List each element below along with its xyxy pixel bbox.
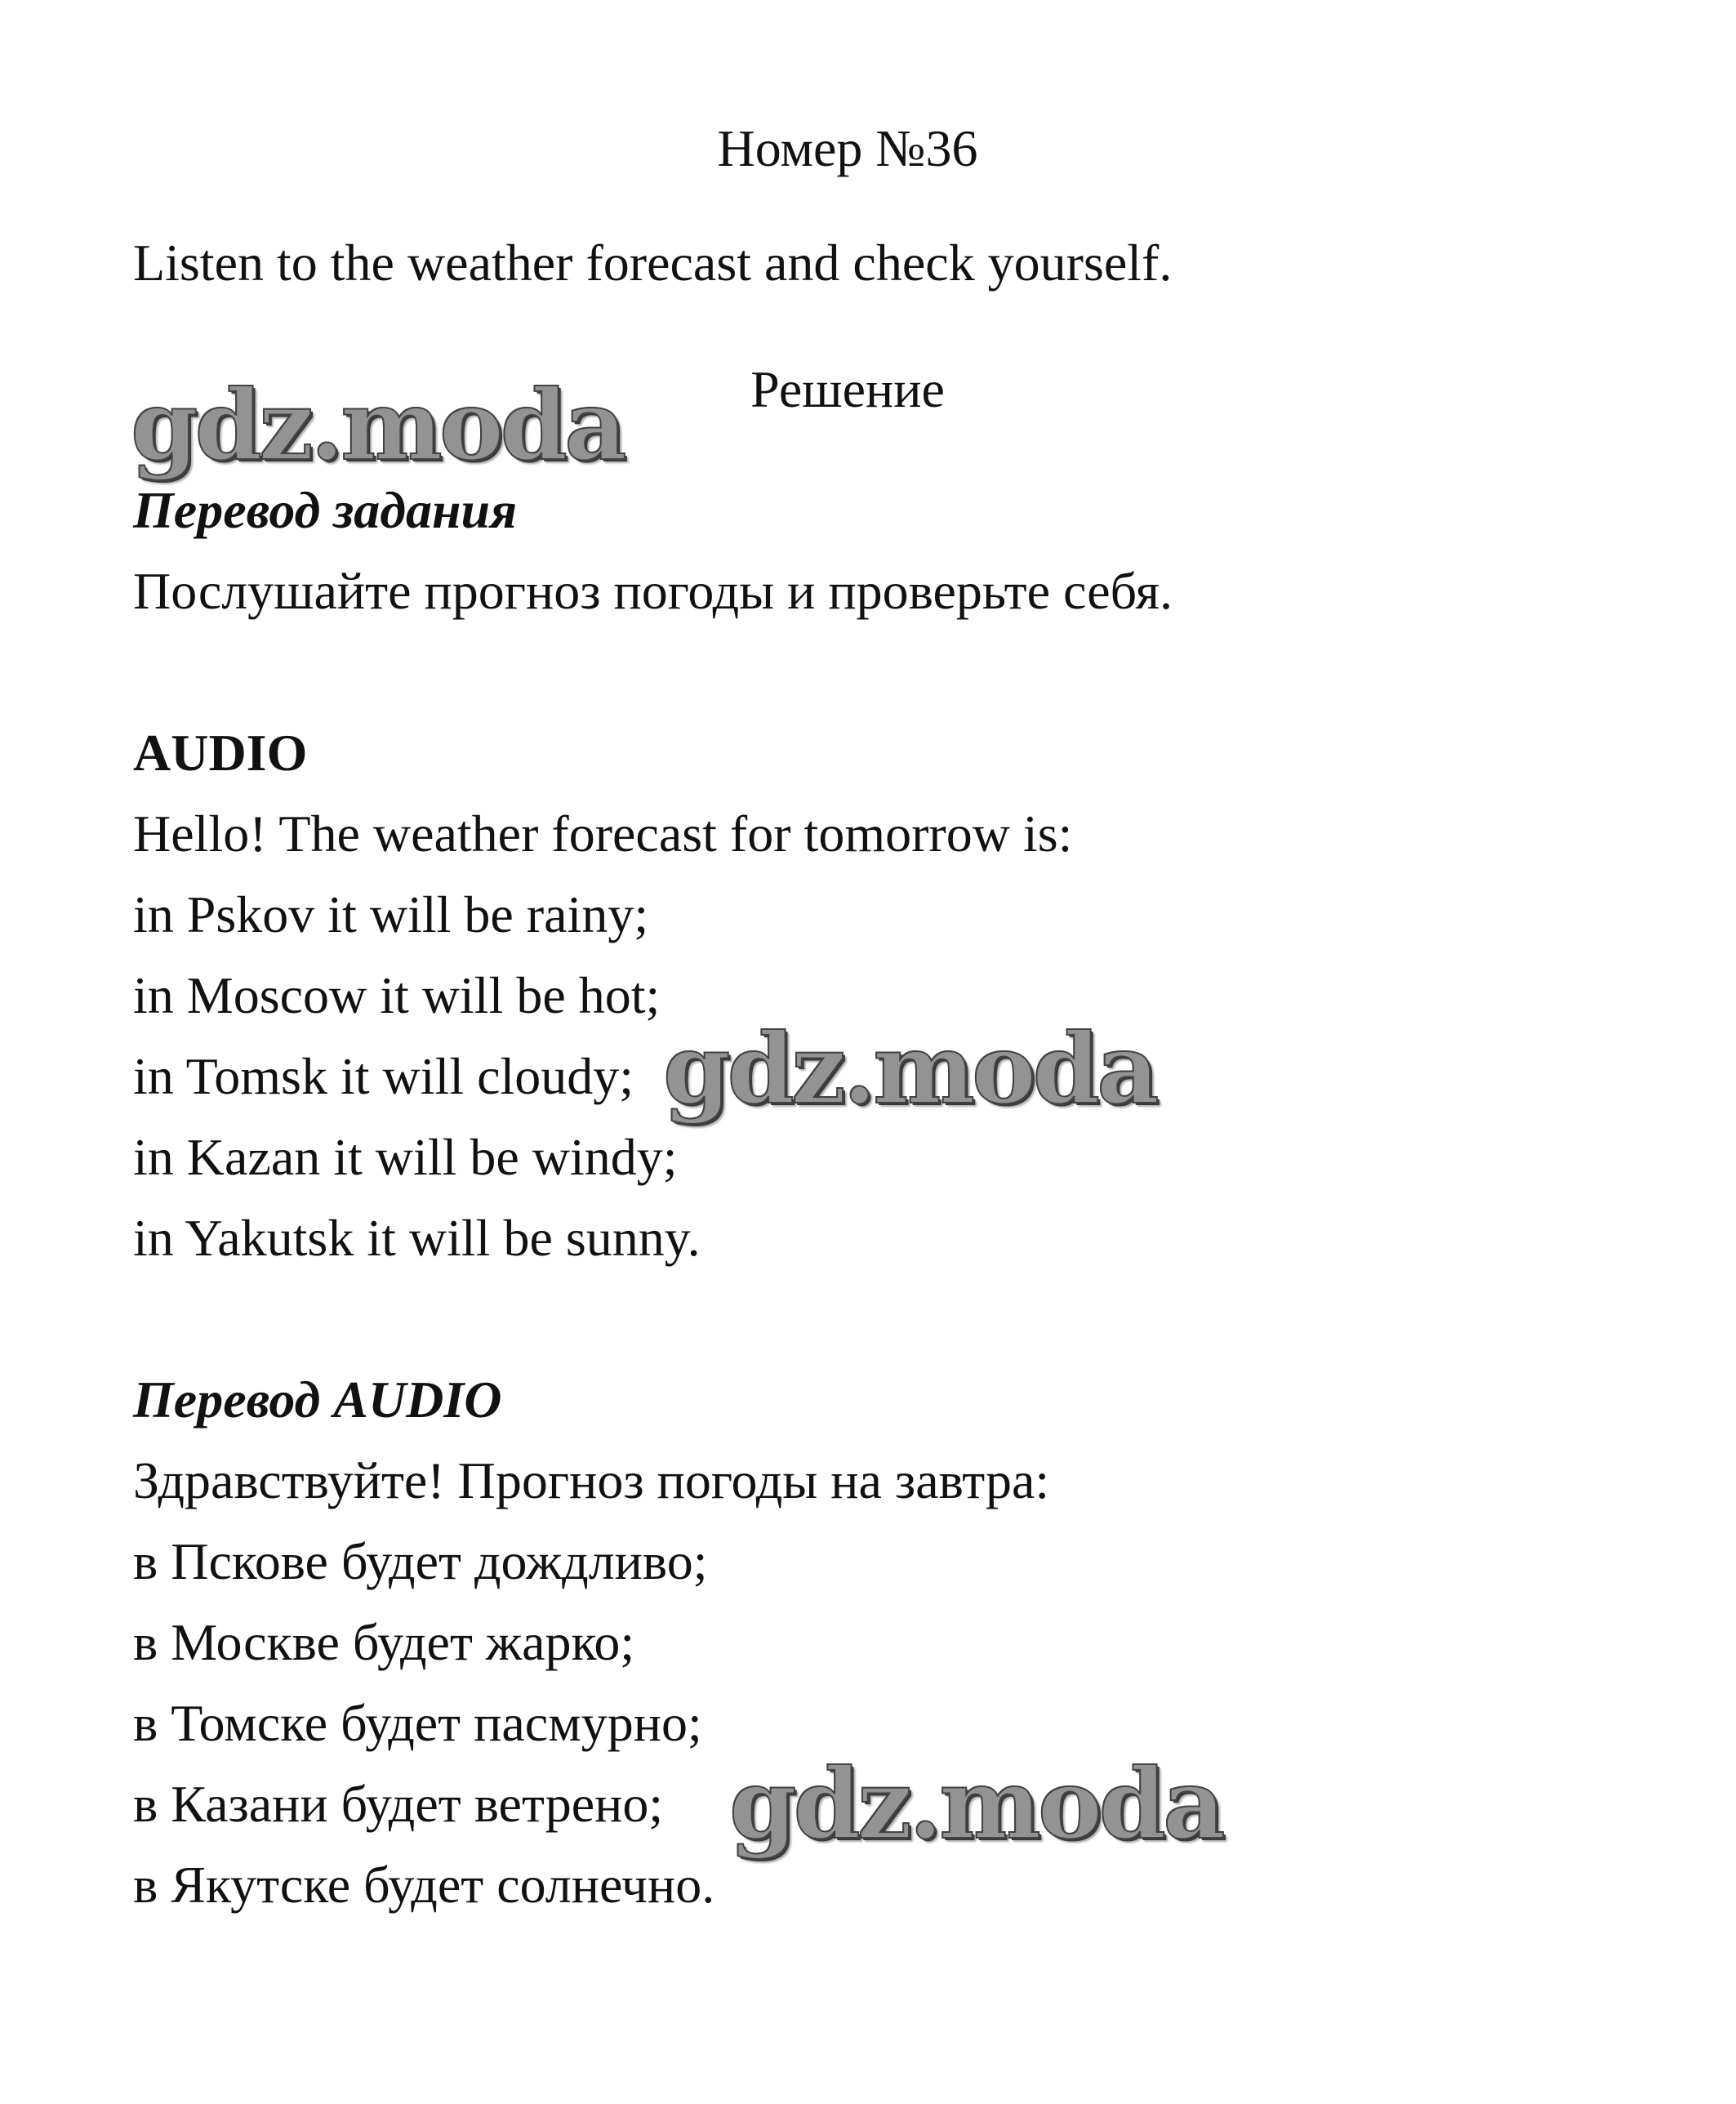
translation-audio-line: в Москве будет жарко; xyxy=(133,1613,635,1671)
translation-audio-line: в Казани будет ветрено; xyxy=(133,1775,664,1833)
audio-line: in Moscow it will be hot; xyxy=(133,966,661,1024)
audio-line: in Yakutsk it will be sunny. xyxy=(133,1209,701,1267)
audio-line: in Tomsk it will cloudy; xyxy=(133,1047,634,1105)
task-text: Listen to the weather forecast and check yourself. xyxy=(133,234,1173,292)
page-title: Номер №36 xyxy=(717,119,978,177)
audio-heading: AUDIO xyxy=(133,724,308,782)
solution-label: Решение xyxy=(750,360,945,418)
translation-audio-line: Здравствуйте! Прогноз погоды на завтра: xyxy=(133,1451,1050,1509)
translation-audio-line: в Якутске будет солнечно. xyxy=(133,1856,715,1914)
translation-audio-line: в Томске будет пасмурно; xyxy=(133,1694,702,1752)
watermark-logo: gdz.moda xyxy=(131,368,624,482)
translation-task-text: Послушайте прогноз погоды и проверьте себя. xyxy=(133,562,1173,620)
watermark-logo: gdz.moda xyxy=(663,1012,1156,1126)
translation-audio-line: в Пскове будет дождливо; xyxy=(133,1532,708,1590)
audio-line: in Pskov it will be rainy; xyxy=(133,885,649,943)
translation-audio-heading: Перевод AUDIO xyxy=(133,1371,502,1429)
audio-line: in Kazan it will be windy; xyxy=(133,1128,678,1186)
translation-task-heading: Перевод задания xyxy=(133,481,518,539)
audio-line: Hello! The weather forecast for tomorrow is: xyxy=(133,805,1073,863)
watermark-logo: gdz.moda xyxy=(729,1747,1222,1861)
